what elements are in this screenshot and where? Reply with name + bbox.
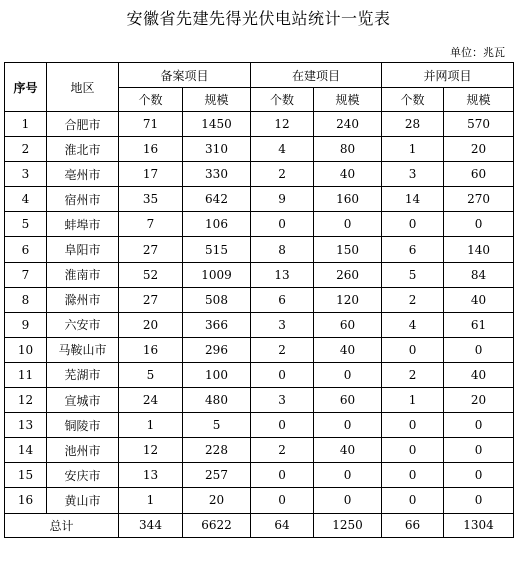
header-building-scale: 规模 xyxy=(314,88,382,112)
table-row xyxy=(5,162,514,187)
row-seq: 12 xyxy=(5,388,47,413)
row-building-count: 3 xyxy=(251,312,314,337)
row-grid-count: 0 xyxy=(382,488,444,513)
table-row xyxy=(5,262,514,287)
total-building-scale: 1250 xyxy=(314,513,382,537)
row-building-count: 8 xyxy=(251,237,314,262)
row-region: 亳州市 xyxy=(47,162,119,187)
row-filed-scale: 1450 xyxy=(183,112,251,137)
total-label: 总计 xyxy=(5,513,119,537)
row-grid-scale: 40 xyxy=(444,287,514,312)
row-filed-scale: 20 xyxy=(183,488,251,513)
row-building-scale: 120 xyxy=(314,287,382,312)
row-building-count: 0 xyxy=(251,463,314,488)
row-seq: 16 xyxy=(5,488,47,513)
row-grid-scale: 570 xyxy=(444,112,514,137)
row-filed-count: 16 xyxy=(119,137,183,162)
row-building-count: 4 xyxy=(251,137,314,162)
row-building-count: 0 xyxy=(251,413,314,438)
row-filed-scale: 330 xyxy=(183,162,251,187)
header-row-group xyxy=(5,63,514,88)
row-filed-count: 27 xyxy=(119,237,183,262)
header-building-projects: 在建项目 xyxy=(251,63,382,88)
row-grid-scale: 0 xyxy=(444,438,514,463)
row-grid-scale: 20 xyxy=(444,137,514,162)
row-building-count: 13 xyxy=(251,262,314,287)
table-row xyxy=(5,137,514,162)
row-filed-count: 35 xyxy=(119,187,183,212)
table-row xyxy=(5,438,514,463)
row-region: 池州市 xyxy=(47,438,119,463)
row-region: 滁州市 xyxy=(47,287,119,312)
row-region: 六安市 xyxy=(47,312,119,337)
row-grid-count: 3 xyxy=(382,162,444,187)
row-region: 合肥市 xyxy=(47,112,119,137)
row-building-scale: 150 xyxy=(314,237,382,262)
table-row xyxy=(5,287,514,312)
row-building-scale: 40 xyxy=(314,438,382,463)
row-grid-scale: 270 xyxy=(444,187,514,212)
row-region: 安庆市 xyxy=(47,463,119,488)
row-grid-scale: 60 xyxy=(444,162,514,187)
row-filed-count: 1 xyxy=(119,413,183,438)
row-building-count: 2 xyxy=(251,438,314,463)
header-grid-count: 个数 xyxy=(382,88,444,112)
row-building-scale: 0 xyxy=(314,362,382,387)
row-grid-scale: 61 xyxy=(444,312,514,337)
row-grid-count: 14 xyxy=(382,187,444,212)
table-row xyxy=(5,488,514,513)
row-building-scale: 260 xyxy=(314,262,382,287)
row-building-scale: 40 xyxy=(314,162,382,187)
row-grid-count: 0 xyxy=(382,438,444,463)
table-row xyxy=(5,337,514,362)
row-filed-scale: 310 xyxy=(183,137,251,162)
row-seq: 4 xyxy=(5,187,47,212)
row-building-count: 3 xyxy=(251,388,314,413)
header-filed-count: 个数 xyxy=(119,88,183,112)
row-grid-count: 2 xyxy=(382,287,444,312)
row-seq: 10 xyxy=(5,337,47,362)
row-building-count: 0 xyxy=(251,212,314,237)
row-grid-scale: 0 xyxy=(444,337,514,362)
total-grid-scale: 1304 xyxy=(444,513,514,537)
row-filed-count: 24 xyxy=(119,388,183,413)
table-row xyxy=(5,362,514,387)
row-seq: 11 xyxy=(5,362,47,387)
row-grid-count: 1 xyxy=(382,137,444,162)
row-seq: 5 xyxy=(5,212,47,237)
header-seq: 序号 xyxy=(5,63,47,112)
row-grid-scale: 0 xyxy=(444,463,514,488)
total-filed-count: 344 xyxy=(119,513,183,537)
row-filed-count: 27 xyxy=(119,287,183,312)
row-seq: 9 xyxy=(5,312,47,337)
total-row xyxy=(5,513,514,537)
row-filed-count: 71 xyxy=(119,112,183,137)
row-seq: 14 xyxy=(5,438,47,463)
row-grid-scale: 0 xyxy=(444,413,514,438)
row-building-count: 0 xyxy=(251,488,314,513)
row-building-scale: 0 xyxy=(314,413,382,438)
row-filed-count: 7 xyxy=(119,212,183,237)
row-filed-scale: 508 xyxy=(183,287,251,312)
row-seq: 6 xyxy=(5,237,47,262)
row-seq: 8 xyxy=(5,287,47,312)
table-row xyxy=(5,187,514,212)
row-building-count: 0 xyxy=(251,362,314,387)
table-row xyxy=(5,312,514,337)
row-region: 宿州市 xyxy=(47,187,119,212)
header-grid-scale: 规模 xyxy=(444,88,514,112)
table-row xyxy=(5,237,514,262)
row-grid-count: 0 xyxy=(382,413,444,438)
header-grid-projects: 并网项目 xyxy=(382,63,514,88)
row-grid-scale: 0 xyxy=(444,488,514,513)
row-grid-count: 28 xyxy=(382,112,444,137)
header-building-count: 个数 xyxy=(251,88,314,112)
row-region: 蚌埠市 xyxy=(47,212,119,237)
header-filed-scale: 规模 xyxy=(183,88,251,112)
row-filed-scale: 100 xyxy=(183,362,251,387)
row-building-count: 9 xyxy=(251,187,314,212)
row-filed-scale: 480 xyxy=(183,388,251,413)
row-grid-count: 0 xyxy=(382,212,444,237)
row-building-scale: 0 xyxy=(314,463,382,488)
total-building-count: 64 xyxy=(251,513,314,537)
row-seq: 2 xyxy=(5,137,47,162)
row-filed-scale: 642 xyxy=(183,187,251,212)
row-grid-count: 6 xyxy=(382,237,444,262)
row-grid-scale: 84 xyxy=(444,262,514,287)
row-region: 芜湖市 xyxy=(47,362,119,387)
row-filed-scale: 366 xyxy=(183,312,251,337)
row-building-scale: 160 xyxy=(314,187,382,212)
row-filed-scale: 228 xyxy=(183,438,251,463)
row-seq: 15 xyxy=(5,463,47,488)
row-region: 黄山市 xyxy=(47,488,119,513)
row-filed-scale: 1009 xyxy=(183,262,251,287)
row-building-scale: 60 xyxy=(314,312,382,337)
table-row xyxy=(5,413,514,438)
row-region: 淮北市 xyxy=(47,137,119,162)
row-filed-scale: 515 xyxy=(183,237,251,262)
row-building-count: 6 xyxy=(251,287,314,312)
row-grid-count: 2 xyxy=(382,362,444,387)
row-grid-scale: 0 xyxy=(444,212,514,237)
total-grid-count: 66 xyxy=(382,513,444,537)
row-grid-scale: 140 xyxy=(444,237,514,262)
total-filed-scale: 6622 xyxy=(183,513,251,537)
row-region: 铜陵市 xyxy=(47,413,119,438)
row-filed-scale: 106 xyxy=(183,212,251,237)
table-row xyxy=(5,463,514,488)
table-body xyxy=(5,112,514,514)
row-region: 马鞍山市 xyxy=(47,337,119,362)
row-filed-scale: 296 xyxy=(183,337,251,362)
row-building-scale: 60 xyxy=(314,388,382,413)
row-grid-count: 0 xyxy=(382,337,444,362)
statistics-table xyxy=(4,62,514,538)
row-grid-scale: 20 xyxy=(444,388,514,413)
row-filed-count: 20 xyxy=(119,312,183,337)
row-grid-count: 5 xyxy=(382,262,444,287)
row-filed-scale: 257 xyxy=(183,463,251,488)
row-region: 阜阳市 xyxy=(47,237,119,262)
row-building-count: 2 xyxy=(251,337,314,362)
header-filed-projects: 备案项目 xyxy=(119,63,251,88)
unit-label: 单位：兆瓦 xyxy=(450,46,505,59)
row-filed-count: 12 xyxy=(119,438,183,463)
row-filed-count: 16 xyxy=(119,337,183,362)
row-building-scale: 0 xyxy=(314,212,382,237)
row-building-scale: 0 xyxy=(314,488,382,513)
row-building-scale: 240 xyxy=(314,112,382,137)
row-building-scale: 80 xyxy=(314,137,382,162)
row-seq: 7 xyxy=(5,262,47,287)
row-filed-count: 17 xyxy=(119,162,183,187)
table-row xyxy=(5,112,514,137)
row-seq: 1 xyxy=(5,112,47,137)
row-building-count: 12 xyxy=(251,112,314,137)
row-building-count: 2 xyxy=(251,162,314,187)
row-grid-count: 4 xyxy=(382,312,444,337)
table-row xyxy=(5,388,514,413)
row-filed-scale: 5 xyxy=(183,413,251,438)
row-seq: 3 xyxy=(5,162,47,187)
header-region: 地区 xyxy=(47,63,119,112)
page-title: 安徽省先建先得光伏电站统计一览表 xyxy=(126,9,391,28)
row-grid-scale: 40 xyxy=(444,362,514,387)
row-grid-count: 1 xyxy=(382,388,444,413)
row-region: 淮南市 xyxy=(47,262,119,287)
row-filed-count: 52 xyxy=(119,262,183,287)
row-filed-count: 13 xyxy=(119,463,183,488)
row-building-scale: 40 xyxy=(314,337,382,362)
row-filed-count: 1 xyxy=(119,488,183,513)
row-seq: 13 xyxy=(5,413,47,438)
row-grid-count: 0 xyxy=(382,463,444,488)
row-filed-count: 5 xyxy=(119,362,183,387)
row-region: 宣城市 xyxy=(47,388,119,413)
table-row xyxy=(5,212,514,237)
